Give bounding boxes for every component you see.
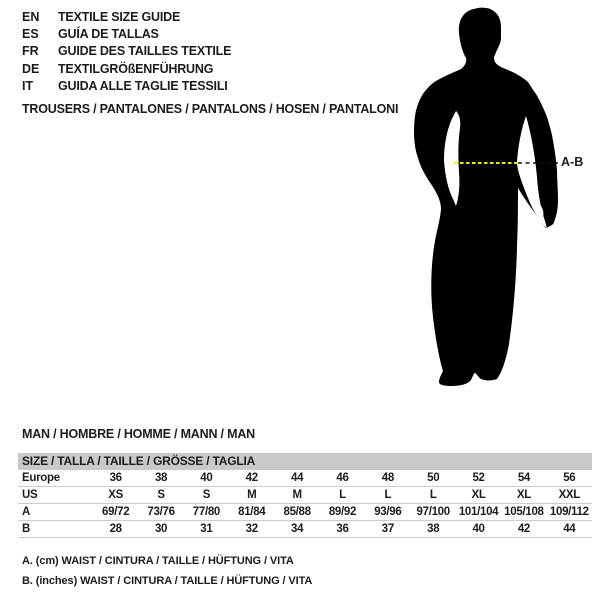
- table-cell: 40: [456, 521, 501, 538]
- table-cell: XS: [93, 487, 138, 504]
- language-code: ES: [22, 27, 39, 42]
- table-cell: L: [365, 487, 410, 504]
- table-cell: M: [229, 487, 274, 504]
- table-cell: XL: [456, 487, 501, 504]
- table-cell: 48: [365, 470, 410, 487]
- table-cell: 37: [365, 521, 410, 538]
- table-cell: 44: [547, 521, 592, 538]
- table-cell: 69/72: [93, 504, 138, 521]
- table-cell: 81/84: [229, 504, 274, 521]
- table-cell: 77/80: [184, 504, 229, 521]
- table-cell: 38: [411, 521, 456, 538]
- row-label: Europe: [18, 470, 93, 487]
- table-cell: 28: [93, 521, 138, 538]
- table-cell: 42: [229, 470, 274, 487]
- table-cell: S: [184, 487, 229, 504]
- footnote-b: B. (inches) WAIST / CINTURA / TAILLE / HÜFTUNG / VITA: [22, 575, 313, 587]
- language-title: GUIDA ALLE TAGLIE TESSILI: [58, 79, 228, 94]
- table-cell: XXL: [547, 487, 592, 504]
- table-cell: 40: [184, 470, 229, 487]
- gender-heading: MAN / HOMBRE / HOMME / MANN / MAN: [22, 427, 255, 441]
- waist-measure-label: A-B: [561, 155, 584, 169]
- footnote-a: A. (cm) WAIST / CINTURA / TAILLE / HÜFTUNG / VITA: [22, 555, 294, 567]
- table-cell: XL: [501, 487, 546, 504]
- row-label: A: [18, 504, 93, 521]
- size-table-header: SIZE / TALLA / TAILLE / GRÖSSE / TAGLIA: [18, 453, 592, 470]
- table-cell: 97/100: [411, 504, 456, 521]
- language-code: DE: [22, 61, 40, 76]
- table-cell: 73/76: [138, 504, 183, 521]
- table-cell: M: [274, 487, 319, 504]
- table-cell: 93/96: [365, 504, 410, 521]
- footnotes: [22, 551, 312, 591]
- table-cell: S: [138, 487, 183, 504]
- table-cell: 31: [184, 521, 229, 538]
- table-cell: 32: [229, 521, 274, 538]
- table-cell: 109/112: [547, 504, 592, 521]
- size-table: [18, 470, 592, 538]
- language-code: IT: [22, 79, 34, 94]
- table-row-europe: [18, 470, 592, 487]
- table-cell: L: [320, 487, 365, 504]
- table-cell: 50: [411, 470, 456, 487]
- table-cell: 36: [93, 470, 138, 487]
- table-cell: 42: [501, 521, 546, 538]
- language-code: FR: [22, 44, 39, 59]
- row-label: US: [18, 487, 93, 504]
- language-title: GUÍA DE TALLAS: [58, 27, 159, 42]
- language-code: EN: [22, 9, 40, 24]
- table-cell: 56: [547, 470, 592, 487]
- table-row-a-cm: [18, 504, 592, 521]
- language-title: GUIDE DES TAILLES TEXTILE: [58, 44, 232, 59]
- language-title: TEXTILE SIZE GUIDE: [58, 9, 181, 24]
- language-title: TEXTILGRÖßENFÜHRUNG: [58, 61, 214, 76]
- table-cell: 101/104: [456, 504, 501, 521]
- table-cell: 34: [274, 521, 319, 538]
- table-cell: 36: [320, 521, 365, 538]
- table-cell: 46: [320, 470, 365, 487]
- table-cell: 85/88: [274, 504, 319, 521]
- table-cell: 105/108: [501, 504, 546, 521]
- row-label: B: [18, 521, 93, 538]
- category-heading: TROUSERS / PANTALONES / PANTALONS / HOSEN / PANTALONI: [22, 102, 399, 116]
- table-cell: 54: [501, 470, 546, 487]
- table-cell: 44: [274, 470, 319, 487]
- table-cell: L: [411, 487, 456, 504]
- table-cell: 52: [456, 470, 501, 487]
- table-cell: 30: [138, 521, 183, 538]
- table-cell: 38: [138, 470, 183, 487]
- table-cell: 89/92: [320, 504, 365, 521]
- table-row-b-inches: [18, 521, 592, 538]
- table-row-us: [18, 487, 592, 504]
